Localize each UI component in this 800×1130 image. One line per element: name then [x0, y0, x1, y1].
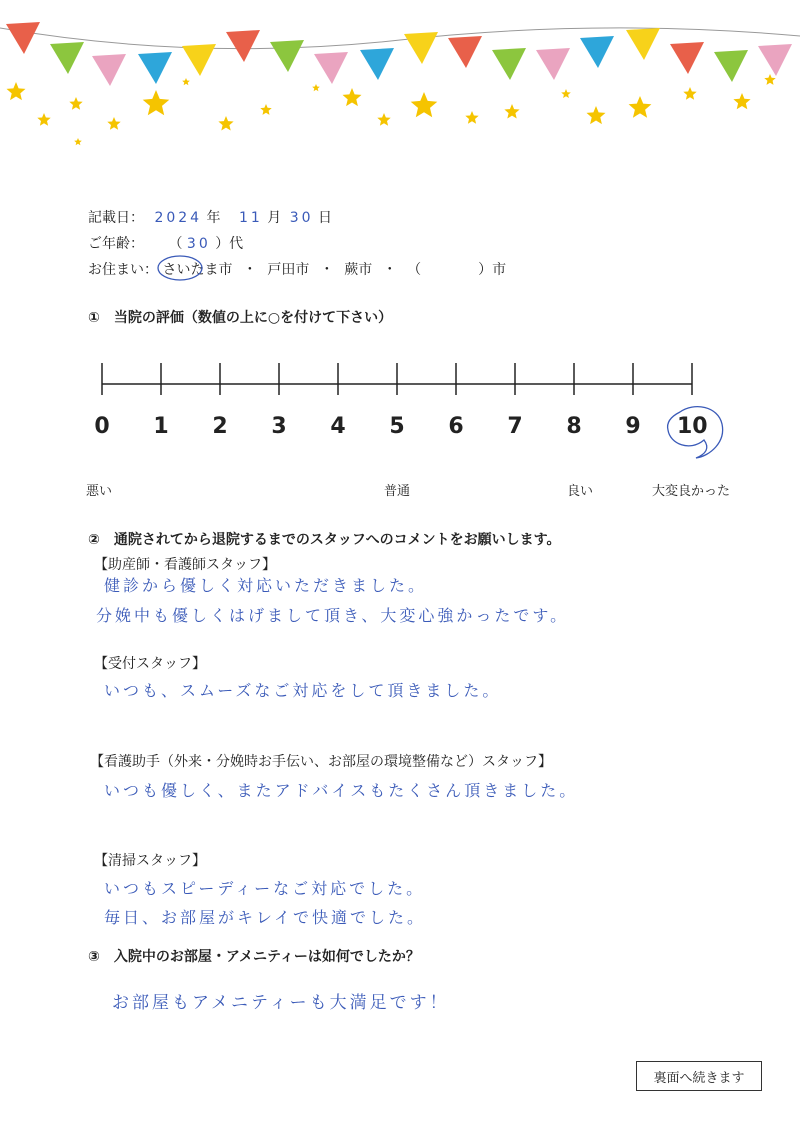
star-icon — [377, 113, 390, 126]
bunting-flag — [448, 36, 482, 68]
bunting-flag — [714, 50, 748, 82]
date-row — [88, 207, 332, 227]
bunting-flag — [670, 42, 704, 74]
scale-label-normal: 普通 — [384, 484, 411, 499]
separator: ・ — [242, 262, 257, 278]
section-heading-reception: 【受付スタッフ】 — [94, 656, 206, 672]
separator: ・ — [382, 262, 397, 278]
bunting-flag — [50, 42, 84, 74]
age-value: 30 — [186, 236, 211, 252]
scale-number: 8 — [566, 414, 582, 439]
scale-number: 5 — [389, 414, 405, 439]
star-icon — [143, 90, 170, 115]
star-icon — [107, 117, 120, 130]
section-heading-cleaning: 【清掃スタッフ】 — [94, 853, 206, 869]
bunting-flag — [6, 22, 40, 54]
age-label: ご年齢： — [88, 236, 144, 252]
residence-option-saitama — [162, 259, 232, 279]
continue-notice: 裏面へ続きます — [636, 1061, 762, 1091]
selection-circle-icon — [156, 253, 212, 283]
star-icon — [504, 104, 519, 119]
star-icon — [764, 74, 775, 85]
residence-other-close: ）市 — [478, 262, 507, 278]
residence-option-saitama-label: さいたま市 — [162, 262, 233, 278]
star-icon — [587, 106, 606, 124]
residence-label: お住まい： — [88, 262, 158, 278]
date-label: 記載日： — [88, 210, 144, 226]
section-heading-assistant: 【看護助手（外来・分娩時お手伝い、お部屋の環境整備など）スタッフ】 — [90, 754, 552, 770]
section-heading-midwife: 【助産師・看護師スタッフ】 — [94, 557, 276, 573]
q3-answer: お部屋もアメニティーも大満足です！ — [112, 993, 450, 1013]
star-icon — [182, 78, 190, 85]
scale-number: 9 — [625, 414, 641, 439]
q1-title: ① 当院の評価（数値の上に○を付けて下さい） — [88, 310, 393, 326]
date-month: 11 — [239, 210, 263, 226]
scale-number: 6 — [448, 414, 464, 439]
q2-title: ② 通院されてから退院するまでのスタッフへのコメントをお願いします。 — [88, 532, 561, 548]
date-day: 30 — [289, 210, 314, 226]
scale-number: 4 — [330, 414, 346, 439]
age-row — [88, 233, 243, 253]
scale-label-good: 良い — [567, 484, 594, 499]
star-icon — [7, 82, 26, 100]
bunting-banner — [0, 0, 800, 160]
bunting-flag — [92, 54, 126, 86]
scale-number: 2 — [212, 414, 228, 439]
star-icon — [218, 116, 233, 131]
date-year: 2024 — [154, 210, 203, 226]
star-icon — [312, 84, 320, 91]
scale-label-very-good: 大変良かった — [652, 484, 731, 499]
star-icon — [733, 93, 750, 109]
star-icon — [37, 113, 50, 126]
residence-option-warabi: 蕨市 — [344, 262, 373, 278]
scale-number: 1 — [153, 414, 169, 439]
bunting-flag — [626, 28, 660, 60]
date-year-unit: 年 — [206, 210, 221, 226]
separator: ・ — [319, 262, 334, 278]
rating-scale — [0, 355, 800, 405]
comment-line: 毎日、お部屋がキレイで快適でした。 — [104, 908, 427, 927]
bunting-flag — [536, 48, 570, 80]
star-icon — [74, 138, 82, 145]
residence-row — [88, 259, 506, 279]
comment-line: 健診から優しく対応いただきました。 — [104, 576, 428, 595]
bunting-flag — [314, 52, 348, 84]
star-icon — [411, 92, 438, 117]
bunting-flag — [758, 44, 792, 76]
residence-option-toda: 戸田市 — [267, 262, 310, 278]
scale-number: 10 — [677, 414, 708, 439]
scale-number: 7 — [507, 414, 523, 439]
residence-other-open: （ — [407, 262, 422, 278]
comment-line: いつも優しく、またアドバイスもたくさん頂きました。 — [104, 781, 579, 800]
age-close: ）代 — [215, 236, 244, 252]
bunting-flag — [360, 48, 394, 80]
date-month-unit: 月 — [267, 210, 282, 226]
star-icon — [465, 111, 478, 124]
bunting-flag — [182, 44, 216, 76]
comment-line: 分娩中も優しくはげまして頂き、大変心強かったです。 — [96, 606, 570, 625]
star-icon — [683, 87, 696, 100]
scale-label-bad: 悪い — [86, 484, 113, 499]
date-day-unit: 日 — [318, 210, 333, 226]
bunting-flag — [404, 32, 438, 64]
bunting-flag — [580, 36, 614, 68]
selected-rating-circle-icon — [660, 400, 730, 464]
comment-line: いつも、スムーズなご対応をして頂きました。 — [104, 681, 502, 700]
scale-number: 3 — [271, 414, 287, 439]
star-icon — [629, 96, 652, 118]
bunting-flag — [492, 48, 526, 80]
q3-title: ③ 入院中のお部屋・アメニティーは如何でしたか？ — [88, 949, 420, 965]
star-icon — [561, 89, 571, 98]
bunting-flag — [270, 40, 304, 72]
star-icon — [260, 104, 271, 115]
star-icon — [69, 97, 82, 110]
scale-number: 0 — [94, 414, 110, 439]
bunting-flag — [138, 52, 172, 84]
age-open: （ — [168, 236, 183, 252]
comment-line: いつもスピーディーなご対応でした。 — [104, 879, 426, 898]
star-icon — [343, 88, 362, 106]
bunting-flag — [226, 30, 260, 62]
